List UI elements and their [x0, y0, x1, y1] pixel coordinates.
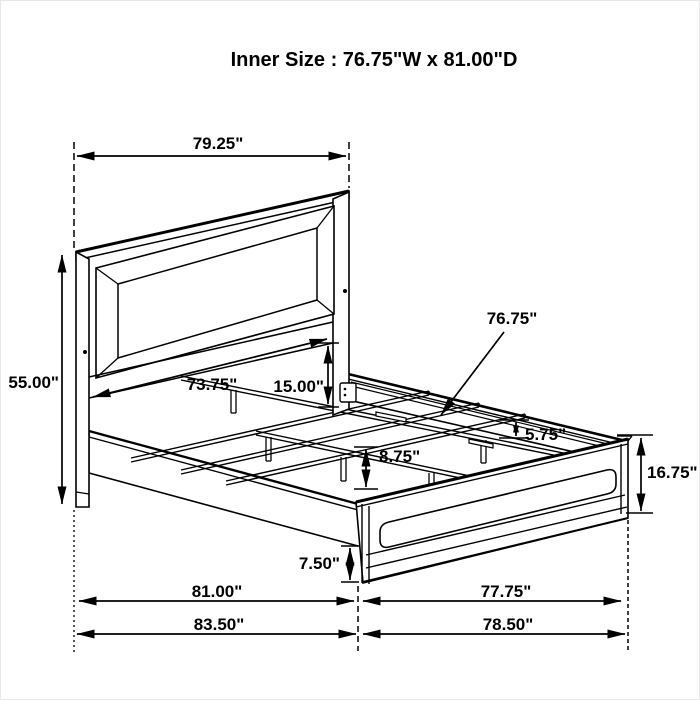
headboard: [76, 191, 356, 507]
headboard-left-post: [76, 252, 89, 507]
dim-inner-depth-label: 81.00": [191, 582, 243, 601]
dim-overall-depth-label: 83.50": [193, 615, 245, 634]
headboard-right-post: [333, 192, 349, 415]
dim-footboard-height-label: 16.75": [647, 463, 698, 482]
dim-headboard-height: [8, 255, 62, 504]
bracket-hole: [344, 388, 347, 391]
dim-headboard-inner-width-label: 73.75": [186, 375, 238, 394]
dim-rail-floor-gap: [299, 548, 350, 580]
dim-footboard-overall-width: [363, 615, 625, 634]
dim-overall-depth: [77, 615, 356, 634]
screw-hole: [83, 350, 87, 354]
dim-rail-inset-label: 5.75": [525, 425, 567, 444]
dim-headboard-width: [77, 134, 346, 156]
dim-footboard-overall-width-label: 78.50": [482, 615, 534, 634]
bracket-hole: [344, 394, 347, 397]
bed-dimension-drawing: [1, 1, 700, 701]
bed-drawing: [76, 191, 632, 584]
dim-footboard-inner-width: [363, 582, 621, 601]
screw-hole: [343, 289, 347, 293]
inner-size-title: Inner Size : 76.75"W x 81.00"D: [230, 49, 518, 71]
dim-footboard-inner-width-label: 77.75": [480, 582, 532, 601]
dim-headboard-width-label: 79.25": [192, 134, 244, 153]
rail-hook-bracket: [340, 383, 356, 402]
dim-footboard-height: [641, 438, 698, 511]
dim-headboard-bottom-gap-label: 15.00": [273, 377, 324, 396]
dim-rail-floor-gap-label: 7.50": [298, 554, 340, 573]
dim-inner-depth: [79, 582, 354, 601]
dim-slat-clearance-label: 8.75": [379, 447, 421, 466]
dim-slat-length-label: 76.75": [486, 309, 538, 328]
dim-headboard-height-label: 55.00": [8, 373, 59, 392]
dim-slat-clearance: [366, 447, 420, 487]
